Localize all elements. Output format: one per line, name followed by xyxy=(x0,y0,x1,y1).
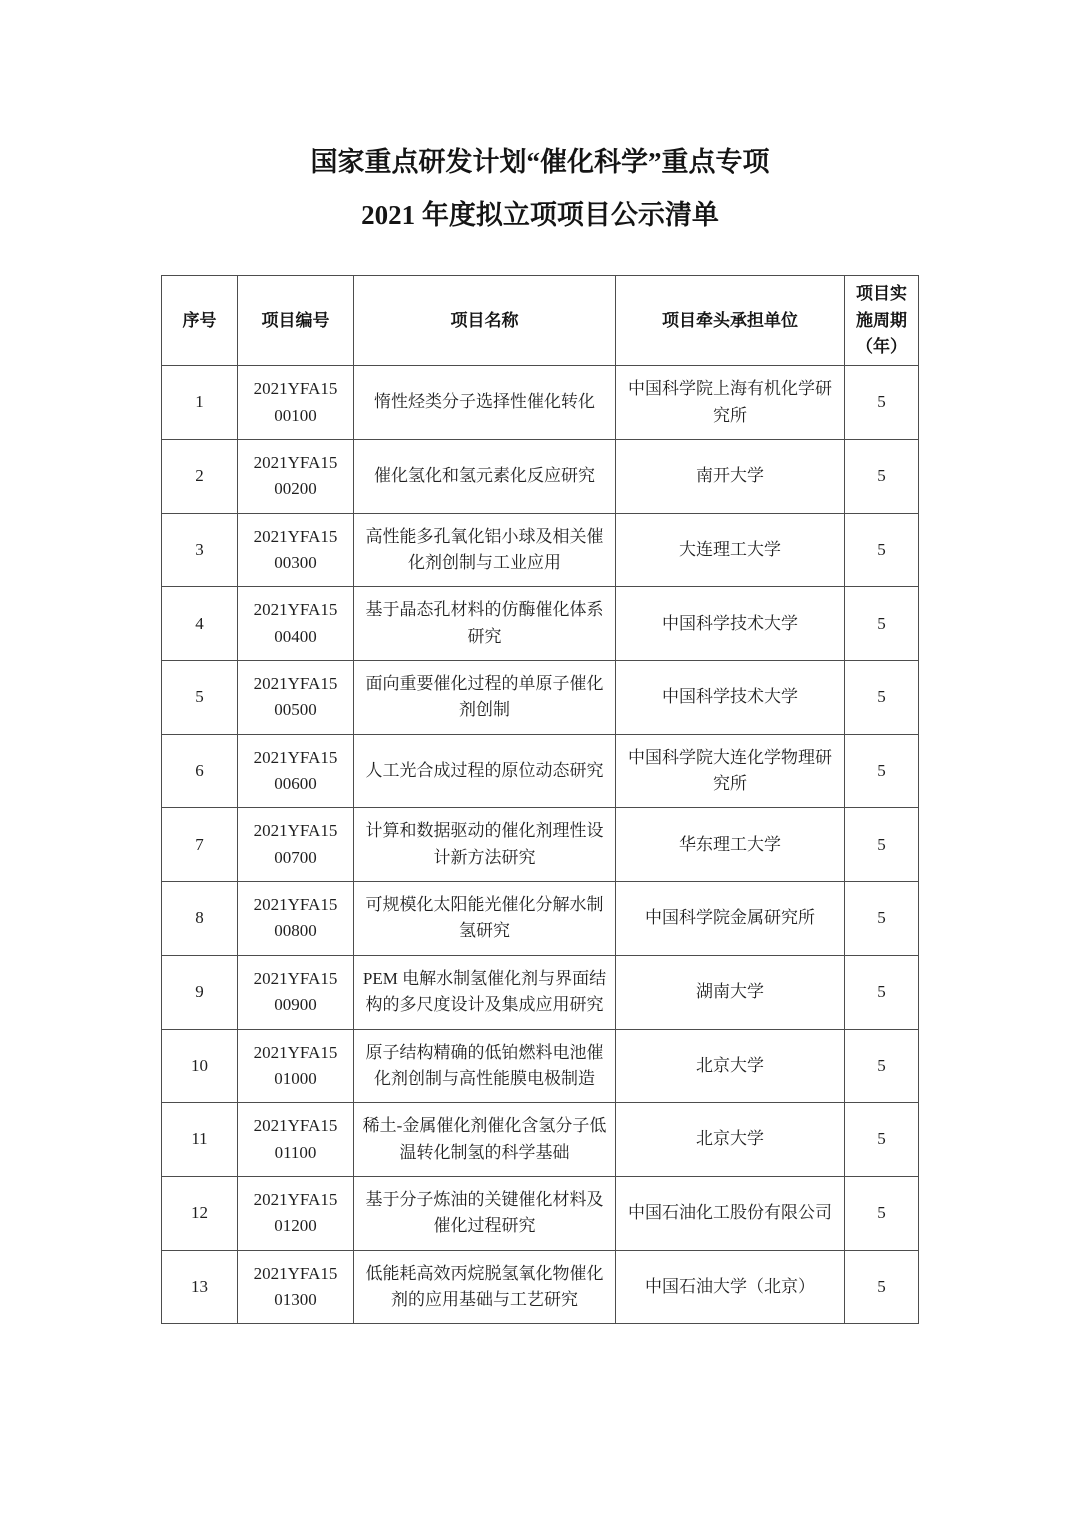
cell-period: 5 xyxy=(845,1250,919,1324)
cell-period: 5 xyxy=(845,1103,919,1177)
cell-period: 5 xyxy=(845,366,919,440)
title-line-2: 2021 年度拟立项项目公示清单 xyxy=(361,199,719,230)
table-body xyxy=(162,366,919,1324)
cell-org: 中国科学技术大学 xyxy=(616,587,845,661)
header-period: 项目实施周期（年） xyxy=(845,276,919,366)
cell-name: 人工光合成过程的原位动态研究 xyxy=(354,734,616,808)
cell-name: 计算和数据驱动的催化剂理性设计新方法研究 xyxy=(354,808,616,882)
cell-index: 5 xyxy=(162,661,238,735)
cell-code: 2021YFA15 01100 xyxy=(238,1103,354,1177)
projects-table xyxy=(161,275,919,1324)
table-row xyxy=(162,440,919,514)
cell-name: 原子结构精确的低铂燃料电池催化剂创制与高性能膜电极制造 xyxy=(354,1029,616,1103)
cell-org: 中国科学技术大学 xyxy=(616,661,845,735)
cell-code: 2021YFA15 00400 xyxy=(238,587,354,661)
cell-code: 2021YFA15 00200 xyxy=(238,440,354,514)
cell-org: 中国石油化工股份有限公司 xyxy=(616,1176,845,1250)
cell-period: 5 xyxy=(845,882,919,956)
cell-name: 面向重要催化过程的单原子催化剂创制 xyxy=(354,661,616,735)
table-row xyxy=(162,734,919,808)
cell-name: 稀土-金属催化剂催化含氢分子低温转化制氢的科学基础 xyxy=(354,1103,616,1177)
cell-index: 1 xyxy=(162,366,238,440)
cell-index: 9 xyxy=(162,955,238,1029)
cell-index: 2 xyxy=(162,440,238,514)
cell-code: 2021YFA15 01000 xyxy=(238,1029,354,1103)
cell-code: 2021YFA15 01200 xyxy=(238,1176,354,1250)
table-row xyxy=(162,955,919,1029)
cell-name: 催化氢化和氢元素化反应研究 xyxy=(354,440,616,514)
cell-index: 4 xyxy=(162,587,238,661)
title-line-1: 国家重点研发计划“催化科学”重点专项 xyxy=(310,147,770,177)
header-name: 项目名称 xyxy=(354,276,616,366)
cell-period: 5 xyxy=(845,587,919,661)
cell-code: 2021YFA15 00900 xyxy=(238,955,354,1029)
cell-code: 2021YFA15 00800 xyxy=(238,882,354,956)
cell-org: 大连理工大学 xyxy=(616,513,845,587)
header-code: 项目编号 xyxy=(238,276,354,366)
cell-name: PEM 电解水制氢催化剂与界面结构的多尺度设计及集成应用研究 xyxy=(354,955,616,1029)
cell-index: 13 xyxy=(162,1250,238,1324)
table-row xyxy=(162,661,919,735)
cell-org: 中国科学院金属研究所 xyxy=(616,882,845,956)
cell-period: 5 xyxy=(845,661,919,735)
table-row xyxy=(162,366,919,440)
table-row xyxy=(162,1103,919,1177)
cell-code: 2021YFA15 00600 xyxy=(238,734,354,808)
cell-org: 南开大学 xyxy=(616,440,845,514)
table-header xyxy=(162,276,919,366)
cell-org: 华东理工大学 xyxy=(616,808,845,882)
cell-code: 2021YFA15 01300 xyxy=(238,1250,354,1324)
header-org: 项目牵头承担单位 xyxy=(616,276,845,366)
cell-code: 2021YFA15 00700 xyxy=(238,808,354,882)
cell-org: 北京大学 xyxy=(616,1103,845,1177)
cell-period: 5 xyxy=(845,955,919,1029)
cell-index: 10 xyxy=(162,1029,238,1103)
cell-period: 5 xyxy=(845,440,919,514)
cell-period: 5 xyxy=(845,1176,919,1250)
header-index: 序号 xyxy=(162,276,238,366)
cell-index: 8 xyxy=(162,882,238,956)
cell-code: 2021YFA15 00300 xyxy=(238,513,354,587)
cell-name: 低能耗高效丙烷脱氢氧化物催化剂的应用基础与工艺研究 xyxy=(354,1250,616,1324)
cell-org: 中国科学院上海有机化学研究所 xyxy=(616,366,845,440)
cell-name: 高性能多孔氧化铝小球及相关催化剂创制与工业应用 xyxy=(354,513,616,587)
table-row xyxy=(162,587,919,661)
document-title xyxy=(0,136,1080,241)
cell-index: 6 xyxy=(162,734,238,808)
cell-name: 基于晶态孔材料的仿酶催化体系研究 xyxy=(354,587,616,661)
cell-name: 可规模化太阳能光催化分解水制氢研究 xyxy=(354,882,616,956)
cell-org: 北京大学 xyxy=(616,1029,845,1103)
cell-index: 12 xyxy=(162,1176,238,1250)
table-row xyxy=(162,1176,919,1250)
cell-code: 2021YFA15 00500 xyxy=(238,661,354,735)
table-row xyxy=(162,808,919,882)
table-row xyxy=(162,1029,919,1103)
cell-code: 2021YFA15 00100 xyxy=(238,366,354,440)
cell-name: 基于分子炼油的关键催化材料及催化过程研究 xyxy=(354,1176,616,1250)
table-header-row xyxy=(162,276,919,366)
cell-period: 5 xyxy=(845,808,919,882)
cell-org: 中国石油大学（北京） xyxy=(616,1250,845,1324)
cell-period: 5 xyxy=(845,1029,919,1103)
cell-period: 5 xyxy=(845,734,919,808)
cell-org: 中国科学院大连化学物理研究所 xyxy=(616,734,845,808)
cell-org: 湖南大学 xyxy=(616,955,845,1029)
cell-index: 3 xyxy=(162,513,238,587)
table-row xyxy=(162,882,919,956)
cell-name: 惰性烃类分子选择性催化转化 xyxy=(354,366,616,440)
cell-index: 7 xyxy=(162,808,238,882)
table-row xyxy=(162,513,919,587)
table-row xyxy=(162,1250,919,1324)
cell-period: 5 xyxy=(845,513,919,587)
cell-index: 11 xyxy=(162,1103,238,1177)
